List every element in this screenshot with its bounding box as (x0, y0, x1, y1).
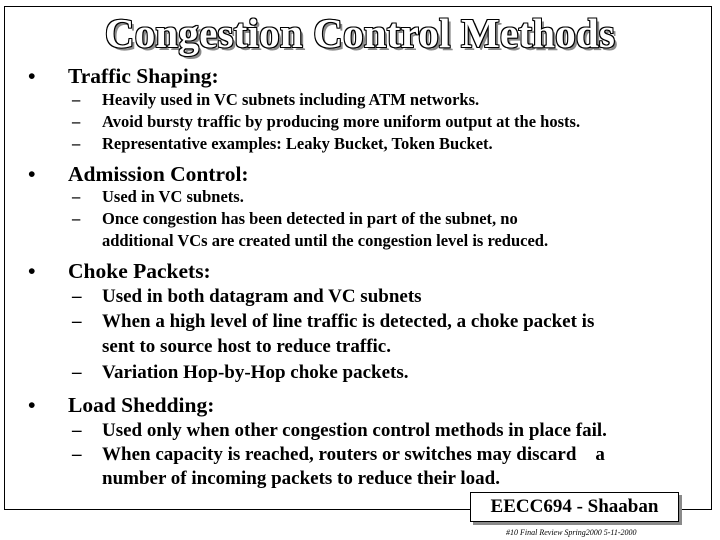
bullet-dot: • (28, 64, 36, 88)
dash-glyph: – (72, 209, 81, 228)
sub-item (72, 360, 409, 385)
bullet-admission-control (28, 161, 249, 187)
sub-item (72, 309, 594, 334)
bullet-heading: Load Shedding: (68, 393, 215, 417)
sub-item (72, 418, 607, 443)
bullet-choke-packets (28, 258, 211, 284)
bullet-dot: • (28, 259, 36, 283)
bullet-dot: • (28, 162, 36, 186)
bullet-heading: Admission Control: (68, 162, 249, 186)
sub-item-text: When a high level of line traffic is detected, a choke packet is (102, 311, 595, 332)
sub-item-continuation: number of incoming packets to reduce their load. (102, 468, 500, 489)
sub-item-continuation: additional VCs are created until the congestion level is reduced. (102, 231, 549, 250)
sub-item (72, 208, 518, 230)
sub-item (72, 89, 479, 111)
footer-note: #10 Final Review Spring2000 5-11-2000 (506, 528, 637, 537)
dash-glyph: – (72, 362, 82, 383)
dash-glyph: – (72, 420, 82, 441)
sub-item (72, 186, 244, 208)
sub-item-text: Variation Hop-by-Hop choke packets. (102, 362, 409, 383)
sub-item-continuation: sent to source host to reduce traffic. (102, 336, 391, 357)
dash-glyph: – (72, 286, 82, 307)
bullet-dot: • (28, 393, 36, 417)
sub-item-text: Used in both datagram and VC subnets (102, 286, 422, 307)
sub-item (72, 442, 605, 467)
sub-item-text: Representative examples: Leaky Bucket, Token Bucket. (102, 134, 493, 153)
sub-item-text: Avoid bursty traffic by producing more uniform output at the hosts. (102, 112, 581, 131)
bullet-heading: Choke Packets: (68, 259, 211, 283)
dash-glyph: – (72, 134, 81, 153)
course-footer-box: EECC694 - Shaaban (470, 492, 679, 522)
bullet-load-shedding (28, 392, 214, 418)
bullet-heading: Traffic Shaping: (68, 64, 219, 88)
sub-item-text: Used only when other congestion control methods in place fail. (102, 420, 607, 441)
dash-glyph: – (72, 112, 81, 131)
sub-item (72, 133, 493, 155)
dash-glyph: – (72, 444, 82, 465)
dash-glyph: – (72, 311, 82, 332)
slide-title: Congestion Control Methods (104, 10, 616, 56)
sub-item (72, 284, 422, 309)
bullet-traffic-shaping (28, 63, 219, 89)
sub-item-text: Used in VC subnets. (102, 187, 244, 206)
sub-item-text: When capacity is reached, routers or switches may discard a (102, 444, 605, 465)
sub-item (72, 111, 580, 133)
sub-item-text: Heavily used in VC subnets including ATM networks. (102, 90, 480, 109)
dash-glyph: – (72, 187, 81, 206)
dash-glyph: – (72, 90, 81, 109)
sub-item-text: Once congestion has been detected in part of the subnet, no (102, 209, 518, 228)
